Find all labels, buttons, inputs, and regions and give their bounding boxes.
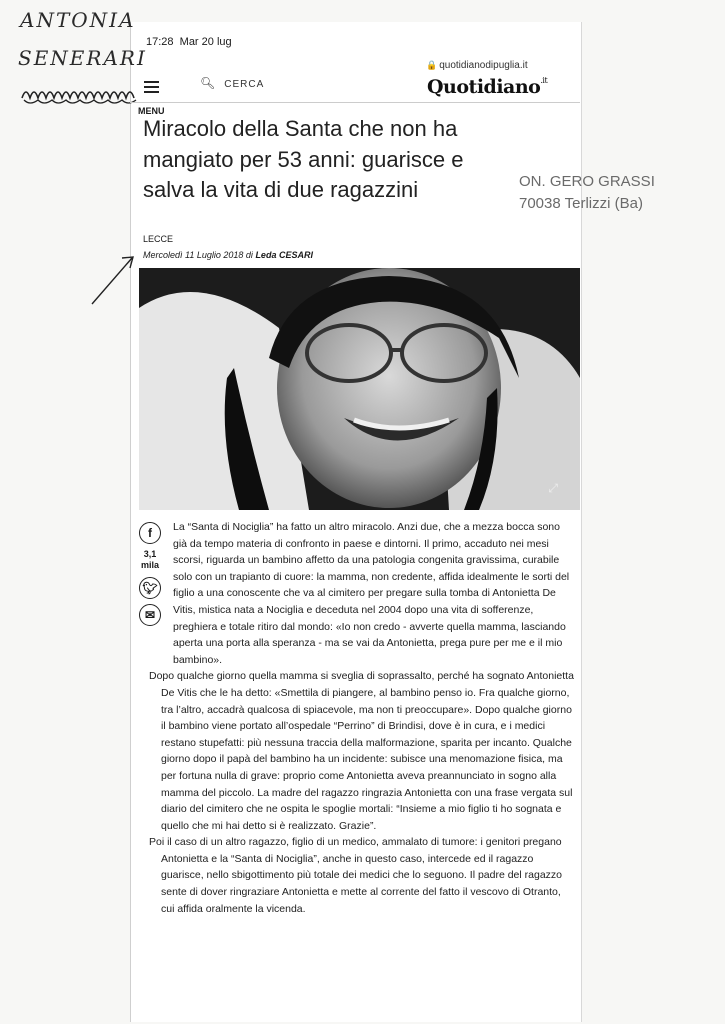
handwritten-name-line1: ANTONIA [20, 8, 136, 32]
article-location: LECCE [143, 234, 174, 244]
lock-icon: 🔒 [426, 60, 438, 70]
handwritten-signature [20, 84, 138, 106]
article-paragraph: Poi il caso di un altro ragazzo, figlio di un medico, ammalato di tumore: i genitori pregano Antonietta e la “Santa di Nociglia”, anche in questo caso, intercede ed il ragazzo guarisce, nello sbigottimento più totale dei medici che lo seguono. Il padre del ragazzo sente di dover ringraziare Antonietta e mette al corrente del fatto il vescovo di Otranto, cui affida oralmente la vicenda. [149, 836, 562, 915]
search-button[interactable]: 🔍︎ CERCA [200, 76, 265, 90]
article-paragraph: La “Santa di Nociglia” ha fatto un altro miracolo. Anzi due, che a mezza bocca sono già da tempo materia di confronto in paese e dintorni. Il primo, accaduto nei mesi scorsi, riguarda un bambino affetto da una patologia congenita gravissima, curabile solo con un trapianto di cuore: la mamma, non credente, affida idealmente le sorti del figlio a una conoscente che va al cimitero per pregare sulla tomba di Antonietta De Vitis, mistica nata a Nociglia e deceduta nel 2004 dopo una vita di sofferenze, preghiera e totale ritiro dal mondo: «Io non credo - avverte quella mamma, lasciando aperta una porta alla speranza - ma se vai da Antonietta, prega pure per me e il mio bambino». [173, 521, 570, 666]
stamp-line1: ON. GERO GRASSI [519, 173, 655, 190]
office-stamp [519, 171, 655, 215]
article-author[interactable]: Leda CESARI [255, 250, 313, 260]
article-title: Miracolo della Santa che non ha mangiato per 53 anni: guarisce e salva la vita di due ragazzini [143, 116, 464, 202]
article-dateline: Mercoledì 11 Luglio 2018 di Leda CESARI [143, 250, 313, 260]
header-divider [130, 102, 580, 103]
status-time: 17:28 Mar 20 lug [146, 36, 232, 48]
expand-icon[interactable]: ⤢ [548, 481, 558, 495]
stamp-line2: 70038 Terlizzi (Ba) [519, 195, 643, 212]
share-bar [136, 522, 164, 626]
site-logo[interactable]: Quotidiano$^{.it}$ [427, 76, 548, 98]
share-count: 3,1 mila [140, 549, 159, 570]
search-icon: 🔍︎ [200, 76, 217, 90]
handwritten-arrow [88, 252, 140, 308]
handwritten-name-line2: SENERARI [18, 46, 147, 70]
article-photo [139, 268, 580, 510]
menu-icon[interactable] [144, 78, 159, 96]
twitter-icon[interactable]: 🐦︎ [139, 577, 161, 599]
facebook-icon[interactable]: f [139, 522, 161, 544]
article-paragraph: Dopo qualche giorno quella mamma si sveglia di soprassalto, perché ha sognato Antonietta De Vitis che le ha detto: «Smettila di piangere, al bambino penso io. Fra qualche giorno, tra l’altro, accadrà qualcosa di spiacevole, ma non ti preoccupare». Dopo qualche giorno il bambino viene portato all’ospedale “Perrino” di Brindisi, dove è in cura, e i medici restano stupefatti: più nessuna traccia della malformazione, sparita per incanto. Qualche giorno dopo il papà del bambino ha un incidente: subisce una menomazione fisica, ma per fortuna nulla di grave: proprio come Antonietta aveva preannunciato in sogno alla mamma del piccolo. La madre del ragazzo ringrazia Antonietta con una frase vergata sul diario del cimitero che ne ospita le spoglie mortali: “Insieme a mio figlio ti ho sognata e quello che mi hai detto si è realizzato. Grazie”. [149, 670, 574, 832]
email-icon[interactable]: ✉︎ [139, 604, 161, 626]
browser-url[interactable]: 🔒 quotidianodipuglia.it [426, 60, 528, 71]
section-tag: MENU [138, 106, 165, 116]
portrait-image [139, 268, 580, 510]
